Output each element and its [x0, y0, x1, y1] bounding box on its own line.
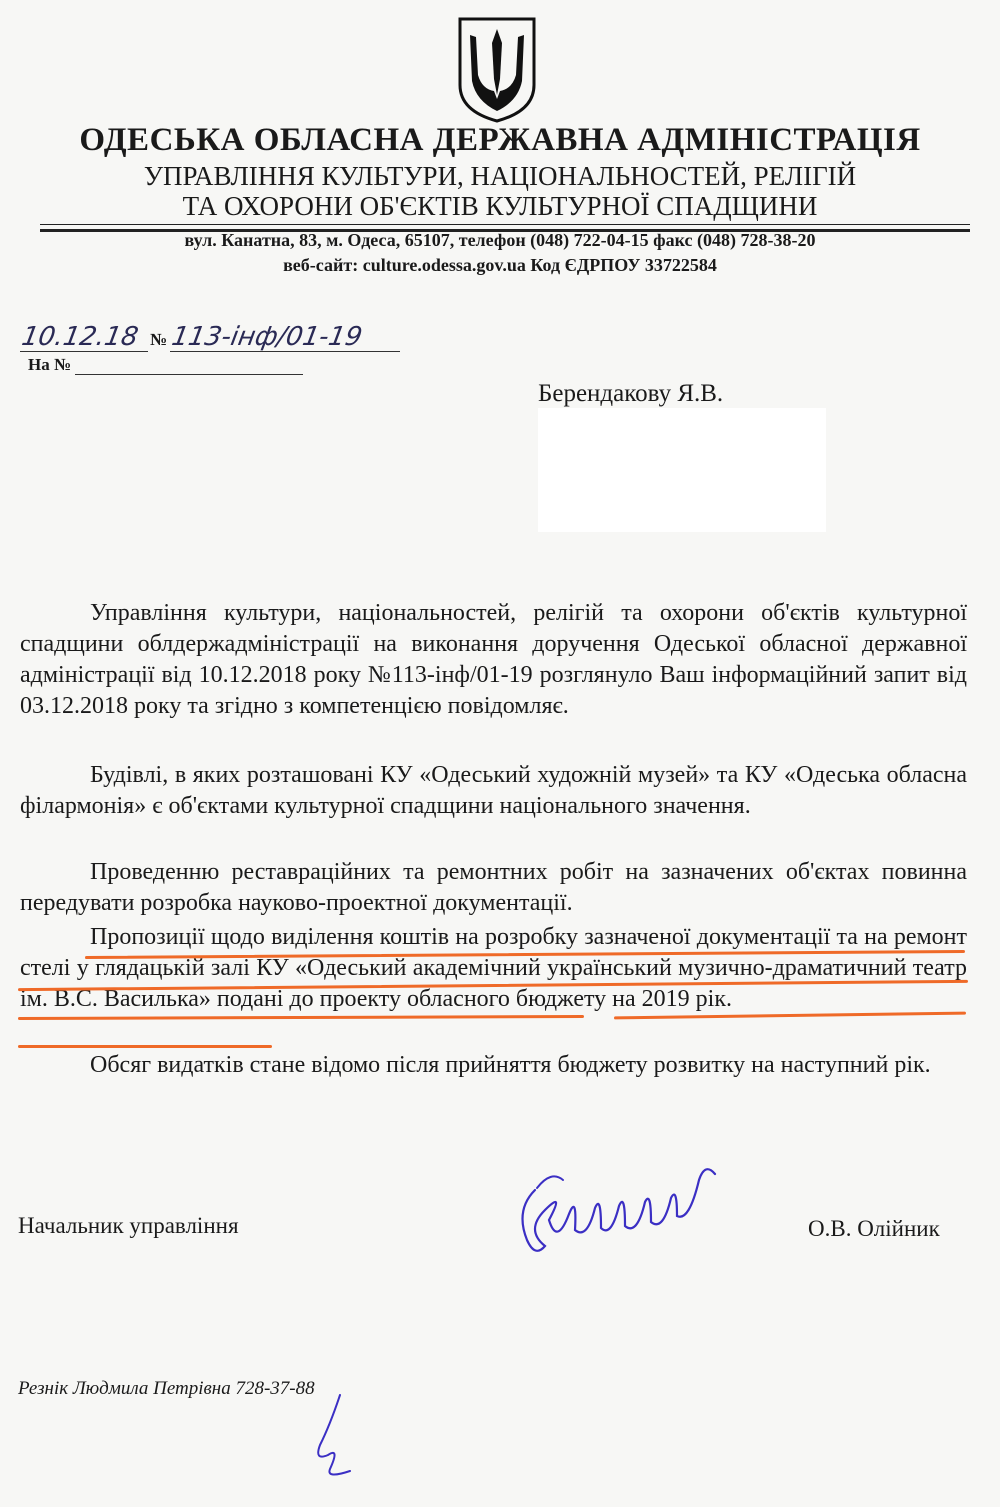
reply-to-line — [75, 374, 303, 375]
body-paragraph-3: Проведенню реставраційних та ремонтних робіт на зазначених об'єктах повинна передувати розробка науково-проектної документації. — [20, 859, 967, 916]
signatory-position: Начальник управління — [18, 1213, 239, 1238]
redacted-address-block — [538, 408, 826, 532]
department-name-line-1: УПРАВЛІННЯ КУЛЬТУРИ, НАЦІОНАЛЬНОСТЕЙ, РЕЛІГІЙ — [143, 161, 857, 191]
signatory-name: О.В. Олійник — [808, 1216, 940, 1241]
registration-number-label: № — [150, 330, 168, 349]
highlight-underline-4 — [18, 1045, 272, 1048]
registration-date: 10.12.18 — [19, 322, 141, 352]
reply-to-label: На № — [28, 355, 72, 374]
trident-emblem-icon — [456, 15, 538, 125]
executor-info: Резнік Людмила Петрівна 728-37-88 — [18, 1378, 315, 1399]
organization-name: ОДЕСЬКА ОБЛАСНА ДЕРЖАВНА АДМІНІСТРАЦІЯ — [79, 122, 921, 158]
body-paragraph-5: Обсяг видатків стане відомо після прийняття бюджету розвитку на наступний рік. — [90, 1052, 931, 1078]
body-paragraph-2: Будівлі, в яких розташовані КУ «Одеський художній музей» та КУ «Одеська обласна філармонія» є об'єктами культурної спадщини національного значення. — [20, 762, 967, 819]
date-line — [20, 351, 148, 352]
registration-number: 113-інф/01-19 — [169, 322, 365, 352]
department-name-line-2: ТА ОХОРОНИ ОБ'ЄКТІВ КУЛЬТУРНОЇ СПАДЩИНИ — [182, 191, 818, 221]
number-line — [170, 351, 400, 352]
contact-address: вул. Канатна, 83, м. Одеса, 65107, телефон (048) 722-04-15 факс (048) 728-38-20 — [184, 230, 816, 250]
header-divider-thin — [40, 224, 970, 225]
body-paragraph-1: Управління культури, національностей, релігій та охорони об'єктів культурної спадщини облдержадміністрації на виконання доручення Одеської обласної державної адміністрації від 10.12.2018 року №113-інф/01-19 розглянуло Ваш інформаційний запит від 03.12.2018 року та згідно з компетенцією повідомляє. — [20, 600, 967, 719]
handwritten-signature — [505, 1150, 730, 1270]
executor-initials — [300, 1385, 370, 1485]
addressee-name: Берендакову Я.В. — [538, 380, 724, 407]
contact-website: веб-сайт: culture.odessa.gov.ua Код ЄДРПОУ 33722584 — [283, 255, 717, 275]
body-paragraph-4-highlighted: Пропозиції щодо виділення коштів на розробку зазначеної документації та на ремонт стелі у глядацькій залі КУ «Одеський академічний український музично-драматичний театр ім. В.С. Василька» подані до проекту обласного бюджету на 2019 рік. — [20, 924, 967, 1012]
highlight-underline-3a — [18, 1015, 584, 1020]
